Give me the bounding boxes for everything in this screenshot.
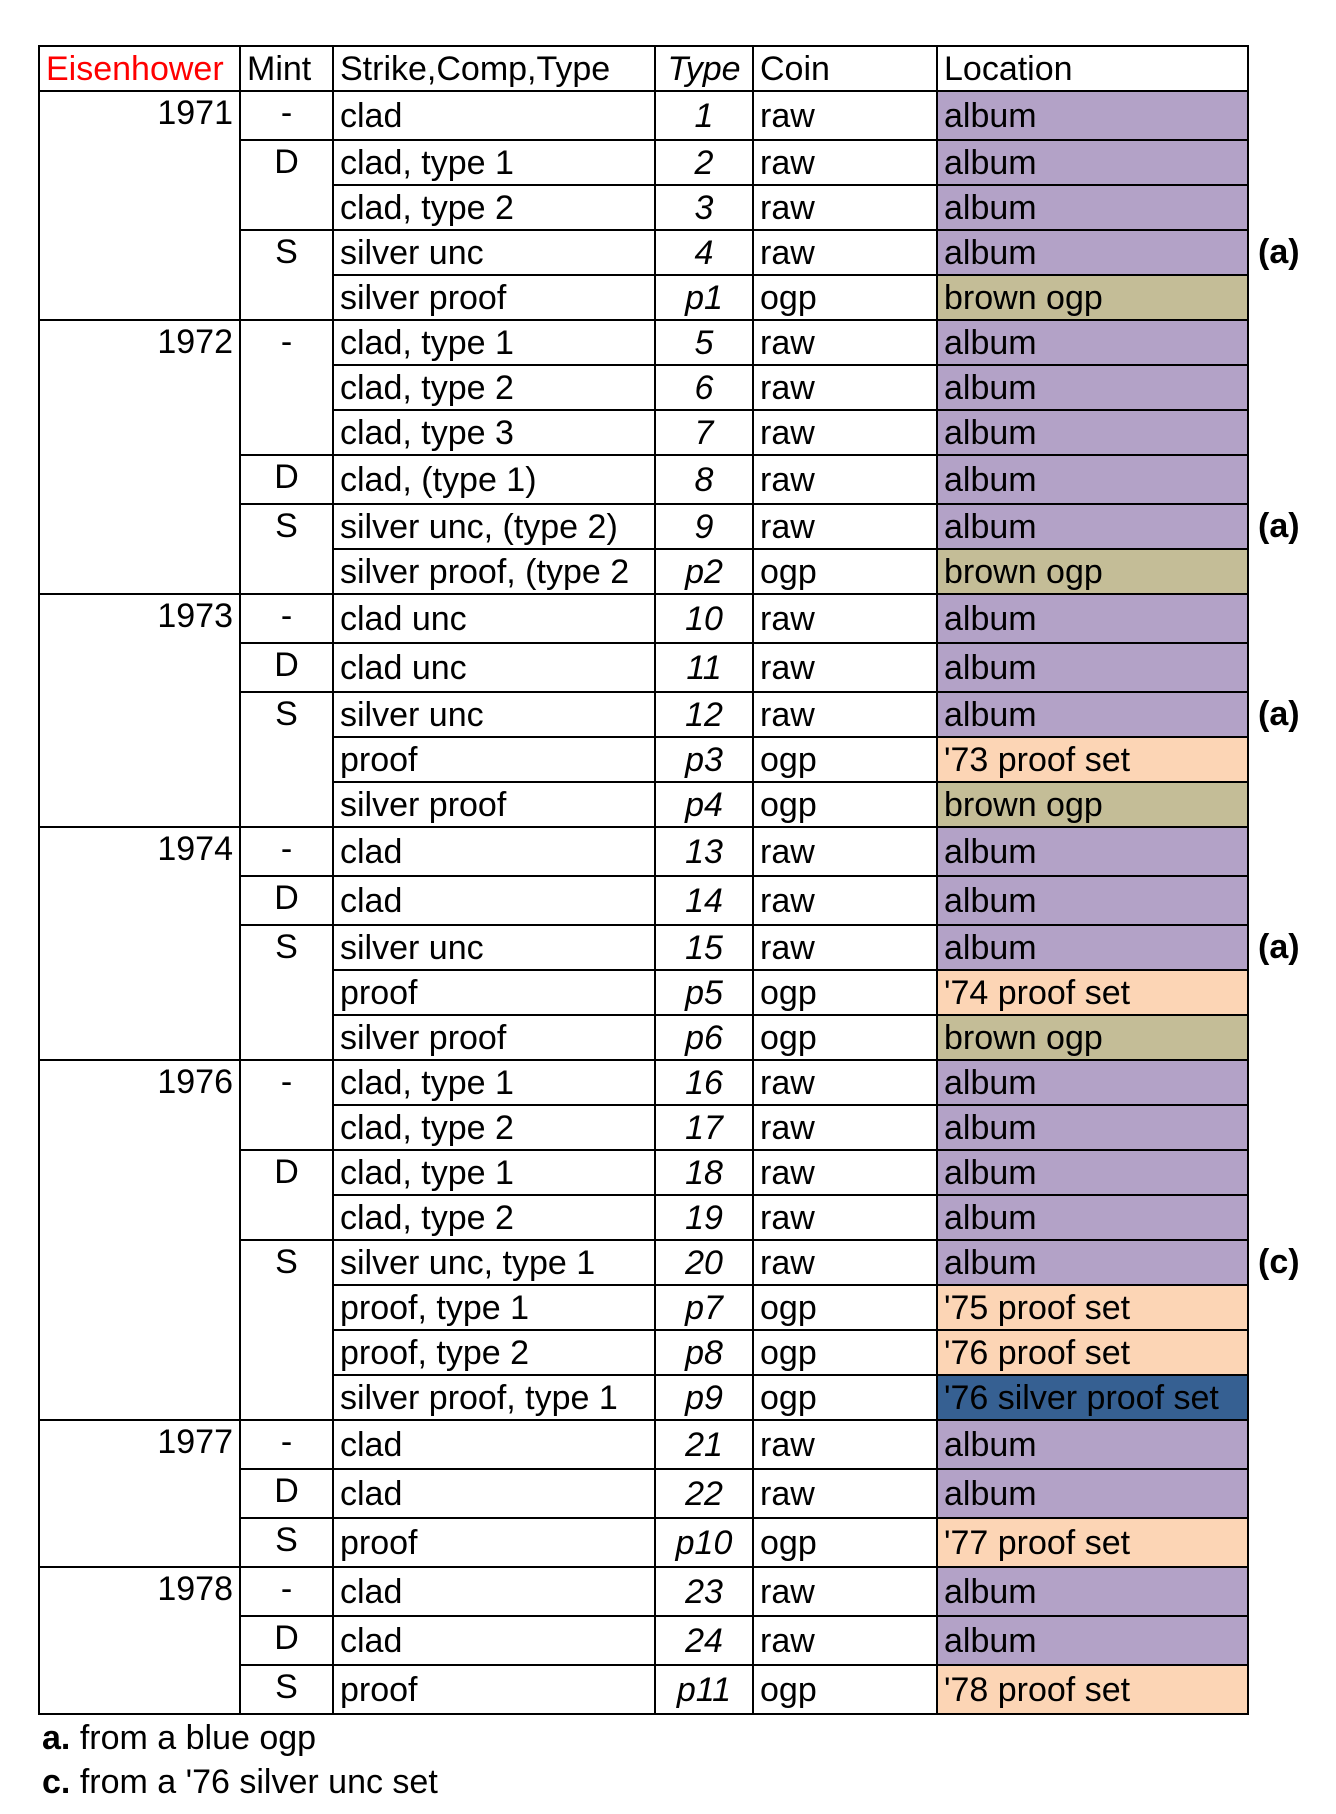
strike-cell: clad, type 1 bbox=[333, 140, 655, 185]
strike-cell: silver proof, (type 2 bbox=[333, 549, 655, 594]
location-cell: '78 proof set bbox=[937, 1665, 1248, 1714]
table-body bbox=[39, 91, 1248, 1714]
coin-cell: ogp bbox=[753, 549, 937, 594]
type-cell: 22 bbox=[655, 1469, 753, 1518]
mint-cell: - bbox=[240, 827, 333, 876]
coin-cell: raw bbox=[753, 1420, 937, 1469]
strike-cell: clad, type 2 bbox=[333, 1195, 655, 1240]
location-cell: '77 proof set bbox=[937, 1518, 1248, 1567]
strike-cell: proof, type 1 bbox=[333, 1285, 655, 1330]
type-cell: p9 bbox=[655, 1375, 753, 1420]
location-cell: album bbox=[937, 594, 1248, 643]
coin-cell: raw bbox=[753, 643, 937, 692]
coin-cell: raw bbox=[753, 692, 937, 737]
table-row bbox=[39, 1420, 1248, 1469]
type-cell: 8 bbox=[655, 455, 753, 504]
mint-cell: - bbox=[240, 1060, 333, 1150]
row-note: (a) bbox=[1258, 928, 1300, 966]
strike-cell: silver proof bbox=[333, 782, 655, 827]
coin-cell: raw bbox=[753, 91, 937, 140]
strike-cell: clad, type 1 bbox=[333, 1060, 655, 1105]
mint-cell: S bbox=[240, 230, 333, 320]
location-cell: album bbox=[937, 876, 1248, 925]
year-cell: 1972 bbox=[39, 320, 240, 594]
coin-cell: raw bbox=[753, 594, 937, 643]
footnote-key: c. bbox=[42, 1763, 71, 1801]
location-cell: brown ogp bbox=[937, 549, 1248, 594]
location-cell: album bbox=[937, 365, 1248, 410]
location-cell: '74 proof set bbox=[937, 970, 1248, 1015]
strike-cell: silver unc, (type 2) bbox=[333, 504, 655, 549]
strike-cell: clad bbox=[333, 876, 655, 925]
strike-cell: silver unc, type 1 bbox=[333, 1240, 655, 1285]
coin-header: Coin bbox=[753, 46, 937, 91]
type-cell: 23 bbox=[655, 1567, 753, 1616]
location-cell: album bbox=[937, 410, 1248, 455]
coin-inventory-table bbox=[38, 45, 1249, 1715]
strike-cell: proof, type 2 bbox=[333, 1330, 655, 1375]
strike-cell: proof bbox=[333, 1518, 655, 1567]
type-cell: 6 bbox=[655, 365, 753, 410]
row-note: (a) bbox=[1258, 695, 1300, 733]
strike-cell: proof bbox=[333, 737, 655, 782]
coin-cell: ogp bbox=[753, 970, 937, 1015]
type-cell: 9 bbox=[655, 504, 753, 549]
type-cell: 1 bbox=[655, 91, 753, 140]
location-cell: album bbox=[937, 1150, 1248, 1195]
location-cell: album bbox=[937, 1616, 1248, 1665]
location-cell: brown ogp bbox=[937, 275, 1248, 320]
mint-cell: S bbox=[240, 1518, 333, 1567]
coin-cell: raw bbox=[753, 230, 937, 275]
row-note: (c) bbox=[1258, 1243, 1300, 1281]
year-cell: 1978 bbox=[39, 1567, 240, 1714]
mint-cell: D bbox=[240, 140, 333, 230]
footnotes bbox=[42, 1716, 438, 1804]
table-row bbox=[39, 1060, 1248, 1105]
coin-cell: raw bbox=[753, 876, 937, 925]
strike-cell: silver unc bbox=[333, 925, 655, 970]
location-cell: album bbox=[937, 185, 1248, 230]
mint-cell: D bbox=[240, 1616, 333, 1665]
mint-header: Mint bbox=[240, 46, 333, 91]
type-cell: p2 bbox=[655, 549, 753, 594]
strike-cell: clad bbox=[333, 1616, 655, 1665]
type-cell: p11 bbox=[655, 1665, 753, 1714]
location-cell: album bbox=[937, 1240, 1248, 1285]
type-cell: 15 bbox=[655, 925, 753, 970]
coin-cell: raw bbox=[753, 320, 937, 365]
location-cell: album bbox=[937, 230, 1248, 275]
location-cell: album bbox=[937, 925, 1248, 970]
location-cell: album bbox=[937, 1195, 1248, 1240]
strike-header: Strike,Comp,Type bbox=[333, 46, 655, 91]
coin-cell: raw bbox=[753, 455, 937, 504]
coin-cell: raw bbox=[753, 1469, 937, 1518]
row-note: (a) bbox=[1258, 507, 1300, 545]
type-cell: 13 bbox=[655, 827, 753, 876]
mint-cell: S bbox=[240, 925, 333, 1060]
type-cell: 11 bbox=[655, 643, 753, 692]
type-cell: p8 bbox=[655, 1330, 753, 1375]
coin-cell: raw bbox=[753, 504, 937, 549]
mint-cell: - bbox=[240, 320, 333, 455]
coin-cell: ogp bbox=[753, 1015, 937, 1060]
strike-cell: clad bbox=[333, 1469, 655, 1518]
strike-cell: clad unc bbox=[333, 643, 655, 692]
type-cell: p4 bbox=[655, 782, 753, 827]
footnote-text: from a '76 silver unc set bbox=[79, 1763, 438, 1801]
location-cell: album bbox=[937, 1469, 1248, 1518]
footnote-text: from a blue ogp bbox=[79, 1719, 317, 1757]
mint-cell: S bbox=[240, 1665, 333, 1714]
type-cell: 5 bbox=[655, 320, 753, 365]
strike-cell: proof bbox=[333, 1665, 655, 1714]
coin-cell: ogp bbox=[753, 1285, 937, 1330]
mint-cell: S bbox=[240, 1240, 333, 1420]
type-cell: 18 bbox=[655, 1150, 753, 1195]
location-cell: album bbox=[937, 827, 1248, 876]
strike-cell: clad, type 3 bbox=[333, 410, 655, 455]
year-cell: 1974 bbox=[39, 827, 240, 1060]
table-row bbox=[39, 827, 1248, 876]
coin-cell: raw bbox=[753, 1195, 937, 1240]
table-row bbox=[39, 91, 1248, 140]
type-cell: p3 bbox=[655, 737, 753, 782]
location-cell: brown ogp bbox=[937, 782, 1248, 827]
coin-cell: ogp bbox=[753, 1665, 937, 1714]
mint-cell: - bbox=[240, 1420, 333, 1469]
type-cell: 24 bbox=[655, 1616, 753, 1665]
location-cell: album bbox=[937, 140, 1248, 185]
type-cell: 7 bbox=[655, 410, 753, 455]
type-cell: 21 bbox=[655, 1420, 753, 1469]
type-cell: 4 bbox=[655, 230, 753, 275]
type-cell: p1 bbox=[655, 275, 753, 320]
coin-cell: raw bbox=[753, 365, 937, 410]
location-cell: album bbox=[937, 504, 1248, 549]
mint-cell: D bbox=[240, 876, 333, 925]
type-header: Type bbox=[655, 46, 753, 91]
coin-cell: raw bbox=[753, 827, 937, 876]
type-cell: 14 bbox=[655, 876, 753, 925]
strike-cell: silver proof bbox=[333, 1015, 655, 1060]
type-cell: 19 bbox=[655, 1195, 753, 1240]
location-cell: '73 proof set bbox=[937, 737, 1248, 782]
type-cell: p6 bbox=[655, 1015, 753, 1060]
coin-cell: raw bbox=[753, 1105, 937, 1150]
strike-cell: clad, type 2 bbox=[333, 185, 655, 230]
row-note: (a) bbox=[1258, 233, 1300, 271]
location-cell: album bbox=[937, 320, 1248, 365]
mint-cell: S bbox=[240, 504, 333, 594]
mint-cell: D bbox=[240, 643, 333, 692]
strike-cell: clad, type 1 bbox=[333, 320, 655, 365]
location-cell: album bbox=[937, 643, 1248, 692]
location-cell: '75 proof set bbox=[937, 1285, 1248, 1330]
location-cell: album bbox=[937, 91, 1248, 140]
coin-cell: ogp bbox=[753, 782, 937, 827]
coin-cell: raw bbox=[753, 1240, 937, 1285]
table-row bbox=[39, 320, 1248, 365]
location-cell: '76 silver proof set bbox=[937, 1375, 1248, 1420]
type-cell: 2 bbox=[655, 140, 753, 185]
strike-cell: clad bbox=[333, 1567, 655, 1616]
location-cell: '76 proof set bbox=[937, 1330, 1248, 1375]
type-cell: 12 bbox=[655, 692, 753, 737]
strike-cell: clad bbox=[333, 1420, 655, 1469]
mint-cell: D bbox=[240, 1150, 333, 1240]
location-cell: album bbox=[937, 1105, 1248, 1150]
strike-cell: clad, (type 1) bbox=[333, 455, 655, 504]
mint-cell: - bbox=[240, 1567, 333, 1616]
type-cell: 10 bbox=[655, 594, 753, 643]
title-cell: Eisenhower bbox=[39, 46, 240, 91]
type-cell: 17 bbox=[655, 1105, 753, 1150]
coin-cell: ogp bbox=[753, 275, 937, 320]
strike-cell: silver unc bbox=[333, 230, 655, 275]
strike-cell: silver proof, type 1 bbox=[333, 1375, 655, 1420]
location-cell: album bbox=[937, 1567, 1248, 1616]
location-cell: album bbox=[937, 455, 1248, 504]
year-cell: 1973 bbox=[39, 594, 240, 827]
coin-cell: ogp bbox=[753, 737, 937, 782]
footnote bbox=[42, 1716, 438, 1760]
mint-cell: S bbox=[240, 692, 333, 827]
coin-cell: raw bbox=[753, 1567, 937, 1616]
strike-cell: clad unc bbox=[333, 594, 655, 643]
type-cell: 20 bbox=[655, 1240, 753, 1285]
type-cell: p7 bbox=[655, 1285, 753, 1330]
type-cell: 3 bbox=[655, 185, 753, 230]
mint-cell: D bbox=[240, 1469, 333, 1518]
type-cell: p5 bbox=[655, 970, 753, 1015]
coin-cell: raw bbox=[753, 1060, 937, 1105]
type-cell: 16 bbox=[655, 1060, 753, 1105]
strike-cell: silver proof bbox=[333, 275, 655, 320]
location-header: Location bbox=[937, 46, 1248, 91]
year-cell: 1971 bbox=[39, 91, 240, 320]
type-cell: p10 bbox=[655, 1518, 753, 1567]
strike-cell: clad bbox=[333, 91, 655, 140]
mint-cell: - bbox=[240, 594, 333, 643]
coin-cell: raw bbox=[753, 410, 937, 455]
location-cell: album bbox=[937, 1060, 1248, 1105]
table-row bbox=[39, 594, 1248, 643]
strike-cell: silver unc bbox=[333, 692, 655, 737]
year-cell: 1977 bbox=[39, 1420, 240, 1567]
header-row bbox=[39, 46, 1248, 91]
strike-cell: clad, type 1 bbox=[333, 1150, 655, 1195]
footnote bbox=[42, 1760, 438, 1804]
location-cell: album bbox=[937, 692, 1248, 737]
location-cell: brown ogp bbox=[937, 1015, 1248, 1060]
mint-cell: - bbox=[240, 91, 333, 140]
coin-cell: ogp bbox=[753, 1375, 937, 1420]
strike-cell: clad, type 2 bbox=[333, 1105, 655, 1150]
coin-cell: raw bbox=[753, 925, 937, 970]
coin-cell: ogp bbox=[753, 1518, 937, 1567]
coin-cell: raw bbox=[753, 185, 937, 230]
coin-cell: raw bbox=[753, 1150, 937, 1195]
table-row bbox=[39, 1567, 1248, 1616]
coin-cell: raw bbox=[753, 1616, 937, 1665]
footnote-key: a. bbox=[42, 1719, 71, 1757]
coin-cell: raw bbox=[753, 140, 937, 185]
mint-cell: D bbox=[240, 455, 333, 504]
strike-cell: proof bbox=[333, 970, 655, 1015]
strike-cell: clad bbox=[333, 827, 655, 876]
year-cell: 1976 bbox=[39, 1060, 240, 1420]
coin-cell: ogp bbox=[753, 1330, 937, 1375]
strike-cell: clad, type 2 bbox=[333, 365, 655, 410]
location-cell: album bbox=[937, 1420, 1248, 1469]
